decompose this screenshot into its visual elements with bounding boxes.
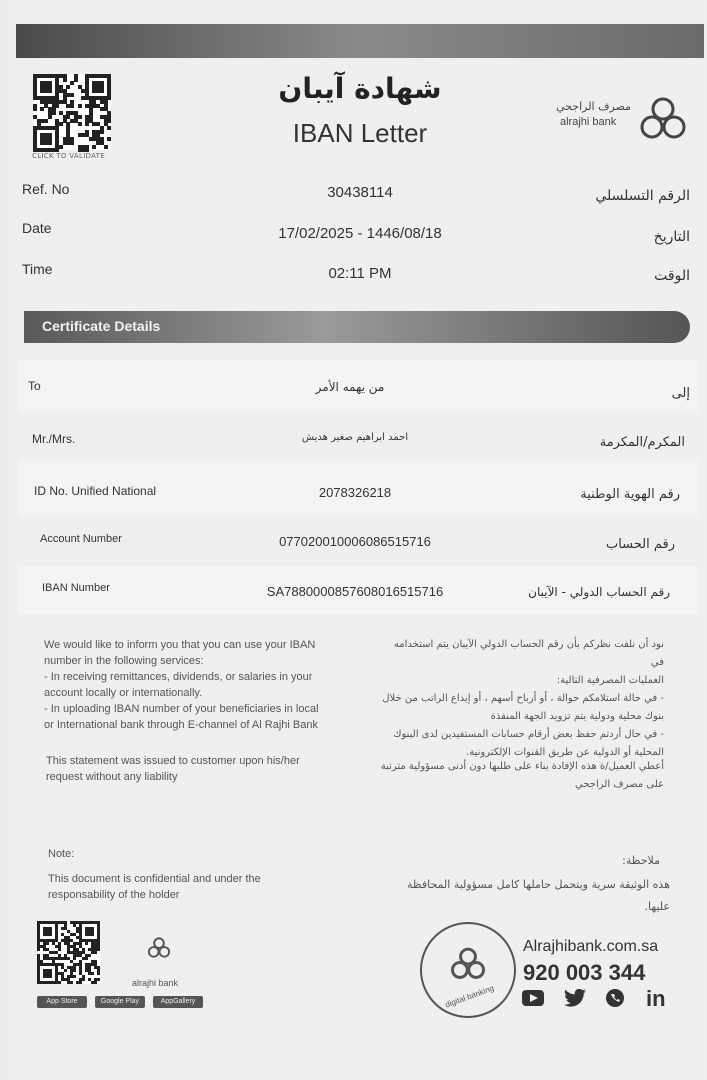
qr-module bbox=[78, 115, 82, 119]
qr-module bbox=[48, 115, 52, 119]
id-label-arabic: رقم الهوية الوطنية bbox=[580, 487, 680, 502]
id-value: 2078326218 bbox=[318, 485, 392, 500]
qr-module bbox=[100, 89, 104, 93]
qr-module bbox=[46, 942, 49, 945]
note-label-english: Note: bbox=[48, 848, 75, 860]
qr-module bbox=[58, 948, 61, 951]
alrajhi-small-logo-icon bbox=[146, 936, 172, 960]
qr-module bbox=[85, 122, 89, 126]
qr-module bbox=[70, 81, 74, 85]
qr-module bbox=[70, 93, 74, 97]
account-label: Account Number bbox=[40, 533, 122, 545]
name-label-arabic: المكرم/المكرمة bbox=[599, 435, 685, 450]
twitter-icon[interactable] bbox=[564, 989, 586, 1007]
iban-label: IBAN Number bbox=[42, 582, 110, 594]
qr-module bbox=[91, 972, 94, 975]
google-play-badge[interactable]: Google Play bbox=[95, 996, 145, 1008]
to-label: To bbox=[28, 379, 41, 393]
qr-module bbox=[73, 969, 76, 972]
qr-module bbox=[73, 975, 76, 978]
qr-module bbox=[74, 78, 78, 82]
qr-module bbox=[79, 981, 82, 984]
ref-label: Ref. No bbox=[22, 181, 70, 197]
note-text-arabic: هذه الوثيقة سرية ويتحمل حاملها كامل مسؤولية المحافظة عليها. bbox=[406, 878, 670, 913]
ref-value: 30438114 bbox=[327, 184, 393, 201]
qr-module bbox=[107, 119, 111, 123]
qr-module bbox=[88, 954, 91, 957]
qr-module bbox=[92, 145, 96, 149]
date-value: 17/02/2025 - 1446/08/18 bbox=[278, 225, 442, 242]
qr-module bbox=[64, 969, 67, 972]
to-label-arabic: إلى bbox=[671, 386, 690, 401]
qr-module bbox=[66, 85, 70, 89]
qr-module bbox=[44, 119, 48, 123]
time-label-arabic: الوقت bbox=[654, 268, 690, 284]
title-english: IBAN Letter bbox=[292, 118, 428, 148]
website-link[interactable]: Alrajhibank.com.sa bbox=[523, 938, 659, 955]
qr-module bbox=[70, 141, 74, 145]
info-text-english: We would like to inform you that you can use your IBAN number in the following services: - In receiving remittances, dividends, or salaries in your account locally or internationally. - In uploading IBAN number of your beneficiaries in local or International bank through E-channel of Al Rajhi Bank bbox=[44, 639, 319, 731]
name-label: Mr./Mrs. bbox=[32, 432, 76, 446]
info-text-arabic: نود أن نلفت نظركم بأن رقم الحساب الدولي الآيبان يتم استخدامه في العمليات المصرفية التالية: - في حالة استلامكم حوالة ، أو أرباح أسهم ، أو إيداع الراتب من خلال بنوك محلية ودولية يتم تزويد الجهة المنفذة - في حال أردتم حفظ بعض أرقام حسابات المستفيدين لدى البنوك المحلية أو الدولية عن طريق القنوات الإلكترونية. bbox=[382, 639, 664, 758]
qr-module bbox=[52, 111, 56, 115]
qr-module bbox=[49, 933, 52, 936]
title-arabic: شهادة آيبان bbox=[278, 72, 442, 105]
qr-module bbox=[100, 130, 104, 134]
qr-module bbox=[73, 957, 76, 960]
note-label-arabic: ملاحظة: bbox=[622, 854, 660, 867]
stamp-text: digital banking bbox=[444, 983, 496, 1010]
qr-module bbox=[78, 122, 82, 126]
bank-name-english: alrajhi bank bbox=[560, 116, 617, 128]
qr-module bbox=[107, 126, 111, 130]
validation-qr-code[interactable] bbox=[33, 74, 111, 150]
account-value: 077020010006086515716 bbox=[279, 534, 431, 549]
qr-module bbox=[70, 981, 73, 984]
section-title: Certificate Details bbox=[42, 318, 161, 334]
qr-module bbox=[59, 122, 63, 126]
qr-module bbox=[49, 975, 52, 978]
phone-number[interactable]: 920 003 344 bbox=[523, 960, 646, 985]
app-store-badge[interactable]: App Store bbox=[37, 996, 87, 1008]
qr-module bbox=[82, 978, 85, 981]
bank-name-arabic: مصرف الراجحي bbox=[556, 100, 632, 113]
top-banner bbox=[16, 24, 704, 58]
qr-module bbox=[40, 107, 44, 111]
qr-module bbox=[94, 951, 97, 954]
qr-module bbox=[78, 104, 82, 108]
qr-module bbox=[94, 981, 97, 984]
alrajhi-logo-icon bbox=[636, 96, 690, 142]
youtube-icon[interactable] bbox=[522, 990, 544, 1006]
qr-module bbox=[48, 141, 52, 145]
whatsapp-icon[interactable] bbox=[605, 988, 625, 1008]
ref-label-arabic: الرقم التسلسلي bbox=[595, 188, 690, 204]
qr-module bbox=[48, 89, 52, 93]
digital-banking-stamp bbox=[420, 922, 516, 1018]
stamp-logo-icon bbox=[448, 946, 488, 982]
qr-module bbox=[33, 107, 37, 111]
qr-module bbox=[59, 145, 63, 149]
qr-module bbox=[107, 96, 111, 100]
account-label-arabic: رقم الحساب bbox=[605, 537, 675, 552]
certificate-details-bar bbox=[24, 311, 690, 343]
id-label: ID No. Unified National bbox=[34, 484, 157, 498]
qr-module bbox=[104, 145, 108, 149]
time-label: Time bbox=[22, 261, 53, 277]
qr-module bbox=[63, 78, 67, 82]
qr-module bbox=[107, 137, 111, 141]
qr-module bbox=[97, 972, 100, 975]
qr-module bbox=[85, 957, 88, 960]
footer-bank-name: alrajhi bank bbox=[132, 978, 179, 988]
note-text-english: This document is confidential and under the responsability of the holder bbox=[48, 873, 261, 901]
to-value: من يهمه الأمر bbox=[315, 380, 385, 394]
linkedin-icon[interactable]: in bbox=[646, 986, 666, 1011]
date-label-arabic: التاريخ bbox=[653, 229, 690, 245]
name-value: احمد ابراهيم صغير هديش bbox=[301, 432, 409, 443]
time-value: 02:11 PM bbox=[328, 265, 392, 282]
qr-module bbox=[91, 933, 94, 936]
statement-arabic: أعطي العميل/ة هذه الإفادة بناء على طلبها دون أدنى مسؤولية مترتبة على مصرف الراجحي bbox=[380, 761, 664, 790]
iban-label-arabic: رقم الحساب الدولي - الآيبان bbox=[528, 585, 670, 599]
qr-module bbox=[85, 942, 88, 945]
qr-module bbox=[37, 948, 40, 951]
appgallery-badge[interactable]: AppGallery bbox=[153, 996, 203, 1008]
qr-module bbox=[97, 948, 100, 951]
qr-module bbox=[55, 104, 59, 108]
app-download-qr-code[interactable] bbox=[37, 921, 100, 984]
click-to-validate-label: CLICK TO VALIDATE bbox=[32, 152, 105, 160]
statement-english: This statement was issued to customer upon his/her request without any liability bbox=[46, 755, 300, 783]
date-label: Date bbox=[22, 220, 52, 236]
iban-value: SA7880000857608016515716 bbox=[266, 584, 444, 599]
qr-module bbox=[70, 104, 74, 108]
qr-module bbox=[97, 978, 100, 981]
qr-module bbox=[58, 981, 61, 984]
